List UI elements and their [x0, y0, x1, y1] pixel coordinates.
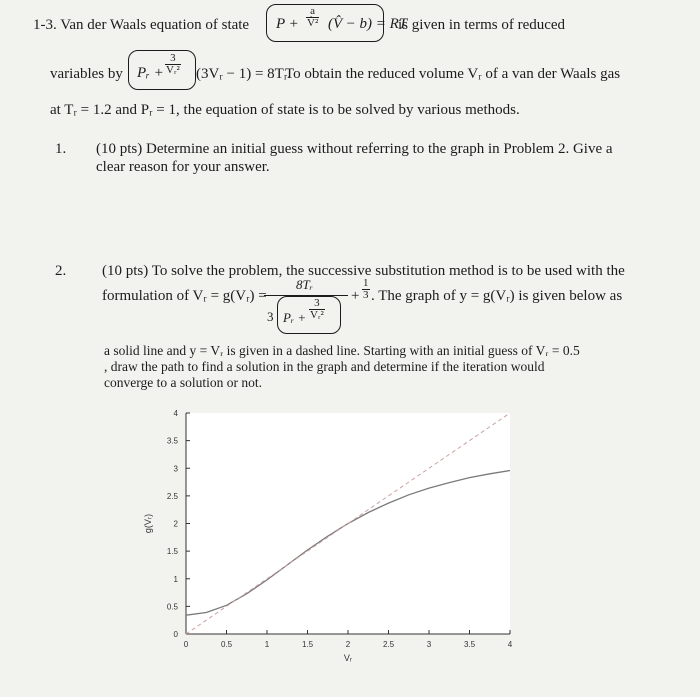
q2-line5: converge to a solution or not.	[104, 375, 262, 390]
y-tick-label: 0	[173, 630, 178, 639]
q2-line4: , draw the path to find a solution in the graph and determine if the iteration would	[104, 359, 545, 374]
x-axis-label: Vᵣ	[343, 653, 353, 663]
q2-plus: +	[351, 288, 360, 304]
q2-den-prefix: 3	[267, 309, 274, 324]
x-tick-label: 1.5	[301, 640, 314, 649]
eq1-frac-num: a	[306, 6, 319, 18]
eq2-rhs: (3Vᵣ − 1) = 8Tᵣ.	[196, 66, 292, 82]
x-tick-label: 2.5	[382, 640, 395, 649]
q2-number: 2.	[55, 263, 67, 279]
eq2-frac-num: 3	[165, 53, 181, 65]
y-tick-label: 3.5	[166, 436, 178, 446]
x-tick-label: 0.5	[220, 640, 233, 649]
q1-line1: (10 pts) Determine an initial guess without referring to the graph in Problem 2. Give a	[96, 141, 613, 157]
q1-line2: clear reason for your answer.	[96, 159, 270, 175]
problem-line2-suffix: To obtain the reduced volume Vᵣ of a van der Waals gas	[285, 66, 621, 82]
problem-line1-prefix: 1-3. Van der Waals equation of state	[33, 17, 250, 33]
x-tick-label: 2	[345, 640, 351, 649]
q2-line2-suffix: . The graph of y = g(Vᵣ) is given below as	[371, 288, 623, 304]
y-tick-label: 3	[173, 464, 178, 474]
y-tick-label: 1	[173, 574, 178, 584]
y-tick-label: 4	[173, 409, 178, 418]
x-tick-label: 3	[426, 640, 432, 649]
q2-frac-num: 8Tᵣ	[296, 277, 313, 292]
q2-line3: a solid line and y = Vᵣ is given in a dashed line. Starting with an initial guess of Vᵣ = 0.5	[104, 343, 580, 358]
q2-third-den: 3	[363, 289, 369, 301]
y-axis-label: g(Vᵣ)	[143, 513, 153, 534]
x-tick-label: 3.5	[463, 640, 476, 649]
q2-line1: (10 pts) To solve the problem, the successive substitution method is to be used with the	[102, 263, 625, 279]
eq2-p: Pᵣ +	[137, 65, 164, 81]
q2-den-frac-den: Vᵣ²	[310, 309, 324, 321]
problem-line3: at Tᵣ = 1.2 and Pᵣ = 1, the equation of state is to be solved by various methods.	[50, 102, 520, 118]
eq1-frac-den: V̂²	[307, 17, 319, 29]
eq1-p: P +	[276, 16, 299, 32]
y-tick-label: 0.5	[166, 602, 178, 612]
problem-line2-prefix: variables by	[50, 66, 123, 82]
q2-den-p: Pᵣ +	[283, 310, 307, 325]
q2-line2-prefix: formulation of Vᵣ = g(Vᵣ) =	[102, 288, 267, 304]
x-tick-label: 1	[264, 640, 270, 649]
y-tick-label: 2	[173, 519, 178, 529]
problem-line1-suffix: is given in terms of reduced	[398, 17, 566, 33]
eq1-rhs: (V̂ − b) = RT	[328, 16, 408, 32]
x-tick-label: 4	[507, 640, 513, 649]
q1-number: 1.	[55, 141, 67, 157]
y-tick-label: 1.5	[166, 547, 178, 557]
y-tick-label: 2.5	[166, 491, 178, 501]
x-tick-label: 0	[183, 640, 189, 649]
q2-third-num: 1	[363, 277, 369, 289]
eq2-frac-den: Vᵣ²	[166, 64, 180, 76]
q2-den-frac-num: 3	[309, 298, 325, 310]
